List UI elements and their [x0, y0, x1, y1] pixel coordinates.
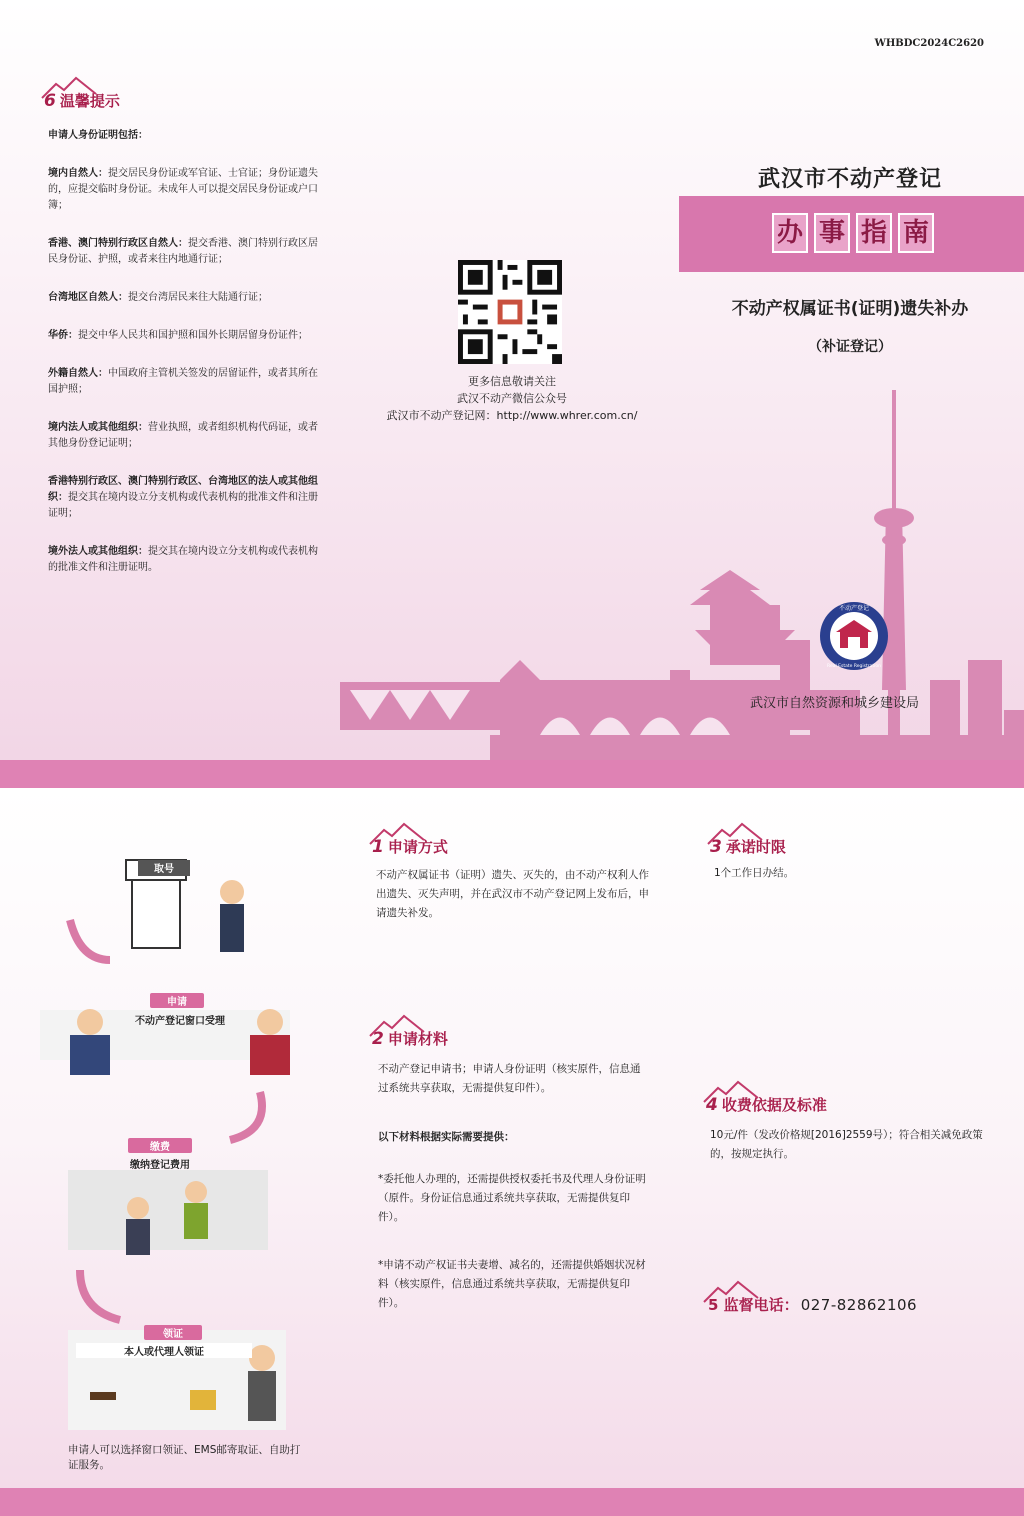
tip-item: 台湾地区自然人：提交台湾居民来往大陆通行证；	[48, 292, 268, 303]
section-number: 4	[706, 1094, 718, 1115]
house-roof-icon	[368, 1014, 438, 1040]
collection-note: 申请人可以选择窗口领证、EMS邮寄取证、自助打证服务。	[68, 1444, 301, 1471]
step-pill-collect: 领证	[144, 1325, 202, 1340]
section-title: 申请材料	[387, 1030, 448, 1048]
step-caption-collect: 本人或代理人领证	[76, 1343, 252, 1358]
divider-band	[0, 760, 1024, 788]
section-number: 3	[710, 836, 722, 857]
materials-extra-heading: 以下材料根据实际需要提供：	[378, 1131, 515, 1143]
qr-caption-line: 更多信息敬请关注	[468, 375, 556, 388]
house-roof-icon	[706, 822, 776, 848]
house-roof-icon	[40, 76, 110, 102]
section-number: 1	[372, 836, 384, 857]
fee-heading	[706, 1094, 827, 1115]
wuhan-skyline-illustration	[340, 390, 1024, 760]
section-number: 2	[372, 1028, 384, 1049]
materials-heading	[372, 1028, 448, 1049]
step-caption-pay: 缴纳登记费用	[130, 1160, 190, 1171]
bottom-band	[0, 1488, 1024, 1516]
service-subtitle: （补证登记）	[808, 339, 892, 355]
materials-extra-item: *申请不动产权证书夫妻增、减名的，还需提供婚姻状况材料（核实原件，信息通过系统共享获取，无需提供复印件）。	[378, 1259, 646, 1309]
document-code: WHBDC2024C2620	[874, 38, 984, 49]
materials-extra-item: *委托他人办理的，还需提供授权委托书及代理人身份证明（原件。身份证信息通过系统共享获取，无需提供复印件）。	[378, 1173, 646, 1223]
service-title: 不动产权属证书(证明)遗失补办	[731, 299, 969, 319]
tip-item: 香港、澳门特别行政区自然人：提交香港、澳门特别行政区居民身份证、护照，或者来往内地通行证；	[48, 238, 318, 265]
website-link[interactable]: 武汉市不动产登记网：http://www.whrer.com.cn/	[386, 409, 638, 422]
tip-item: 境内自然人：提交居民身份证或军官证、士官证；身份证遗失的，应提交临时身份证。未成年人可以提交居民身份证或户口簿；	[48, 168, 318, 211]
guide-char: 南	[898, 213, 934, 253]
tip-item: 香港特别行政区、澳门特别行政区、台湾地区的法人或其他组织：提交其在境内设立分支机构或代表机构的批准文件和注册证明；	[48, 476, 318, 519]
step-pill-apply: 申请	[150, 993, 204, 1008]
section-title: 承诺时限	[725, 838, 786, 856]
guide-char: 办	[772, 213, 808, 253]
guide-char: 事	[814, 213, 850, 253]
section-title: 收费依据及标准	[721, 1096, 827, 1114]
issuing-bureau: 武汉市自然资源和城乡建设局	[750, 696, 920, 711]
org-title: 武汉市不动产登记	[757, 167, 942, 192]
apply-method-text: 不动产权属证书（证明）遗失、灭失的，由不动产权利人作出遗失、灭失声明，并在武汉市不动产登记网上发布后，申请遗失补发。	[376, 869, 649, 919]
step-pill-pay: 缴费	[128, 1138, 192, 1153]
qr-caption-line: 武汉不动产微信公众号	[457, 392, 567, 405]
apply-method-heading	[372, 836, 448, 857]
hotline	[708, 1294, 917, 1315]
guide-char: 指	[856, 213, 892, 253]
step-caption-apply: 不动产登记窗口受理	[135, 1016, 225, 1027]
real-estate-registration-seal	[818, 600, 890, 672]
section-title: 温馨提示	[59, 92, 120, 110]
time-limit-heading	[710, 836, 786, 857]
tips-intro: 申请人身份证明包括：	[48, 130, 148, 141]
fee-text: 10元/件（发改价格规[2016]2559号）；符合相关减免政策的，按规定执行。	[710, 1129, 983, 1160]
tips-heading	[44, 90, 120, 111]
tip-item: 境外法人或其他组织：提交其在境内设立分支机构或代表机构的批准文件和注册证明。	[48, 546, 318, 573]
tips-body	[48, 128, 318, 598]
seal-top-text: 不动产登记	[838, 605, 870, 612]
hotline-label: 监督电话：	[723, 1296, 799, 1314]
tip-item: 外籍自然人：中国政府主管机关签发的居留证件，或者其所在国护照；	[48, 368, 318, 395]
materials-text: 不动产登记申请书；申请人身份证明（核实原件，信息通过系统共享获取，无需提供复印件）。	[378, 1063, 641, 1094]
hotline-number[interactable]: 027-82862106	[800, 1296, 918, 1314]
person-icon	[220, 880, 244, 904]
section-number: 6	[44, 90, 56, 111]
qr-code[interactable]	[458, 260, 562, 364]
tip-item: 华侨：提交中华人民共和国护照和国外长期居留身份证件；	[48, 330, 308, 341]
house-roof-icon	[368, 822, 438, 848]
house-roof-icon	[702, 1080, 772, 1106]
time-limit-text: 1个工作日办结。	[714, 867, 795, 879]
ticket-label: 取号	[138, 860, 190, 876]
seal-bottom-text: Real Estate Registration	[827, 664, 881, 669]
guide-banner	[679, 196, 1024, 272]
section-title: 申请方式	[387, 838, 448, 856]
section-number: 5	[708, 1296, 719, 1314]
tip-item: 境内法人或其他组织：营业执照，或者组织机构代码证，或者其他身份登记证明；	[48, 422, 318, 449]
